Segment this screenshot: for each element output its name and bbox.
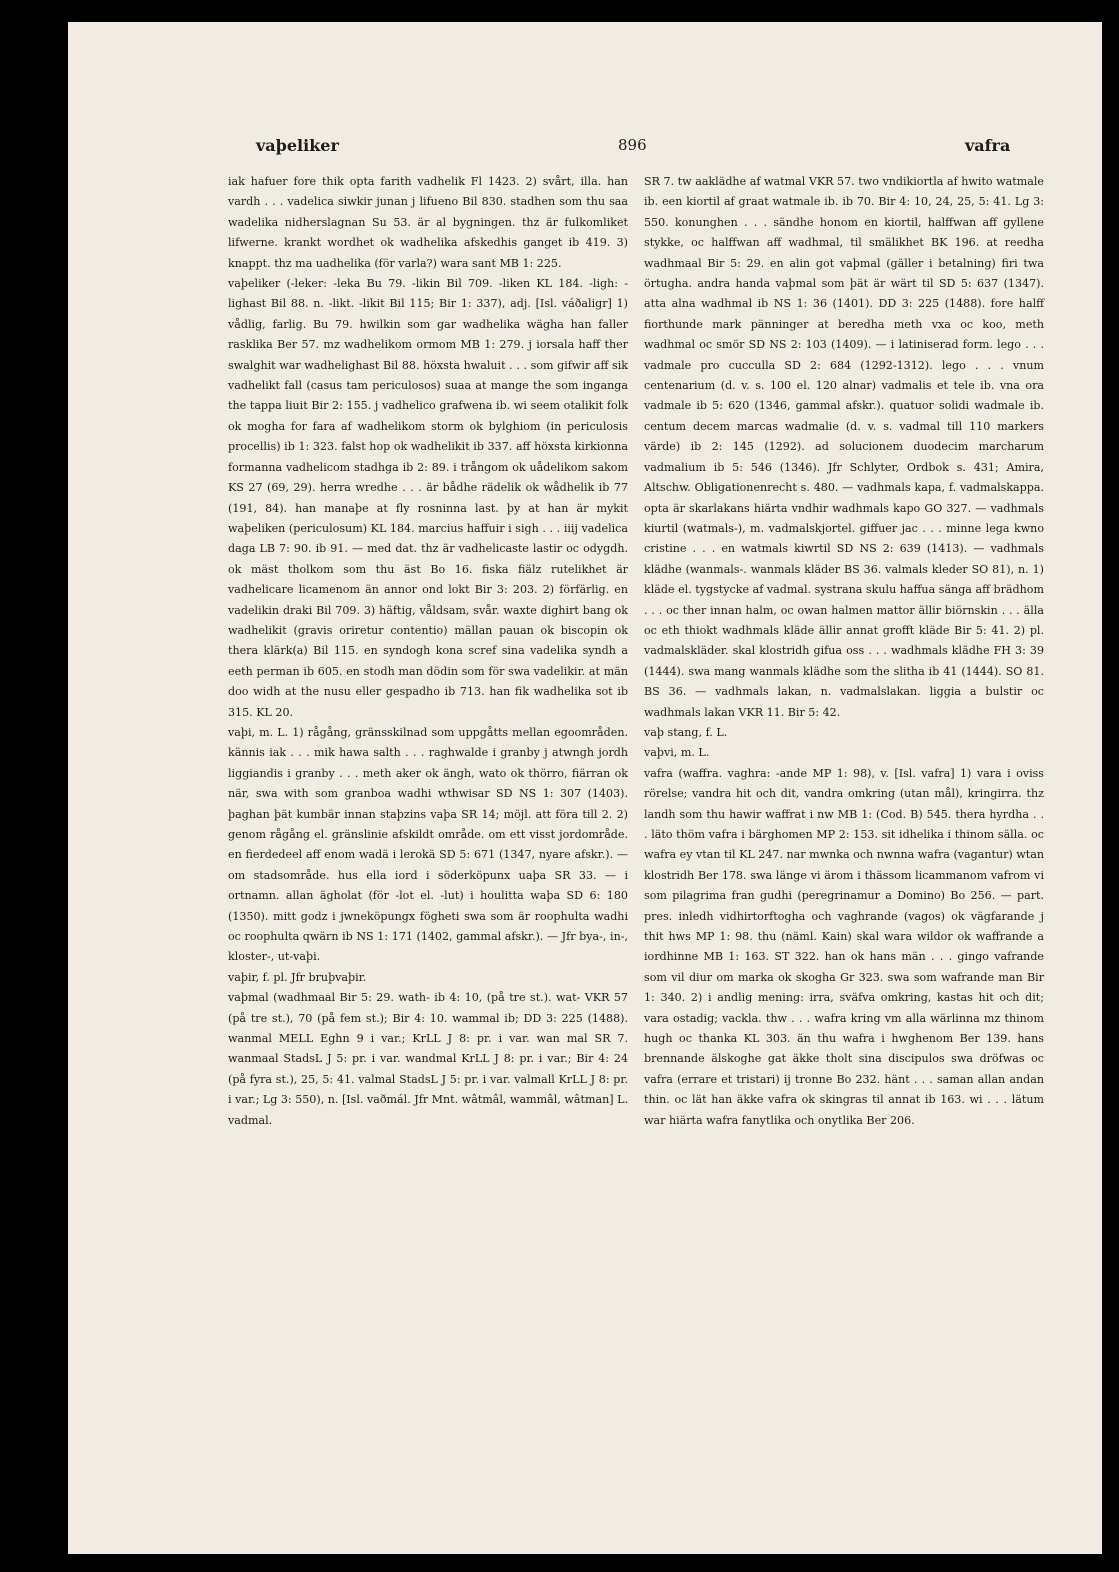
entry-vap-stang: vaþ stang, f. L. <box>644 725 728 739</box>
entry-vapi: vaþi, m. L. 1) rågång, gränsskilnad som uppgåtts mellan egoområden. kännis iak . . . mik hawa salth . . . raghwalde i granby j atwngh jordh liggiandis i granby . . . meth aker ok ängh, wato ok thörro, fiärran ok när, swa with som granboa wadhi wthwisar SD NS 1: 307 (1403). þaghan þät kumbär innan staþzins vaþa SR 14; möjl. att föra till 2. 2) genom rågång el. gränslinie afskildt område. om ett visst jordområde. en fierdedeel aff enom wadä i lerokä SD 5: 671 (1347, nyare afskr.). — om stadsområde. hus ella iord i söderköpunx uaþa SR 33. — i ortnamn. allan ägholat (för -lot el. -lut) i houlitta waþa SD 6: 180 (1350). mitt godz i jwneköpungx fögheti swa som är roophulta wadhi oc roophulta qwärn ib NS 1: 171 (1402, gammal afskr.). — Jfr bya-, in-, kloster-, ut-vaþi. <box>228 725 628 964</box>
page-header <box>68 136 1102 160</box>
entry-continuation: iak hafuer fore thik opta farith vadhelik Fl 1423. 2) svårt, illa. han vardh . . . vadelica siwkir junan j lifueno Bil 830. stadhen som thu saa wadelika nidherslagnan Su 53. är al bygningen. thz är fulkomliket lifwerne. krankt wordhet ok wadhelika afskedhis ganget ib 419. 3) knappt. thz ma uadhelika (för varla?) wara sant MB 1: 225. <box>228 175 628 270</box>
entry-vapmal-continued: SR 7. tw aaklädhe af watmal VKR 57. two vndikiortla af hwito watmale ib. een kiortil af graat watmale ib. ib 70. Bir 4: 10, 24, 25, 5: 41. Lg 3: 550. konunghen . . . sändhe honom en kiortil, halffwan aff gyllene stykke, oc halffwan aff wadhmal, til smälikhet BK 196. at reedha wadhmaal Bir 5: 29. en alin got vaþmal (gäller i betalning) firi twa örtugha. andra handa vaþmal som þät är wärt til SD 5: 637 (1347). atta alna wadhmal ib NS 1: 36 (1401). DD 3: 225 (1488). fore halff fiorthunde mark pänninger at beredha meth vxa oc koo, meth wadhmal oc smör SD NS 2: 103 (1409). — i latiniserad form. lego . . . vadmale pro cucculla SD 2: 684 (1292-1312). lego . . . vnum centenarium (d. v. s. 100 el. 120 alnar) vadmalis et tele ib. vna ora vadmale ib 5: 620 (1346, gammal afskr.). quatuor solidi wadmale ib. centum decem marcas wadmalie (d. v. s. vadmal till 110 markers värde) ib 2: 145 (1292). ad solucionem duodecim marcharum vadmalium ib 5: 546 (1346). Jfr Schlyter, Ordbok s. 431; Amira, Altschw. Obligationenrecht s. 480. — vadhmals kapa, f. vadmalskappa. opta är skarlakans hiärta vndhir wadhmals kapo GO 327. — vadhmals kiurtil (watmals-), m. vadmalskjortel. giffuer jac . . . minne lega kwno cristine . . . en watmals kiwrtil SD NS 2: 639 (1413). — vadhmals klädhe (wanmals-. wanmals kläder BS 36. valmals kleder SO 81), n. 1) kläde el. tygstycke af vadmal. systrana skulu haffua sänga aff brädhom . . . oc ther innan halm, oc owan halmen mattor ällir biörnskin . . . älla oc eth thiokt wadhmals kläde ällir annat grofft kläde Bir 5: 41. 2) pl. vadmalskläder. skal klostridh gifua oss . . . wadhmals klädhe FH 3: 39 (1444). swa mang wanmals klädhe som the slitha ib 41 (1444). SO 81. BS 36. — vadhmals lakan, n. vadmalslakan. liggia a bulstir oc wadhmals lakan VKR 11. Bir 5: 42. <box>644 175 1044 719</box>
header-left-headword: vaþeliker <box>256 136 339 155</box>
right-column <box>644 172 1044 1131</box>
dictionary-page <box>68 22 1102 1554</box>
entry-vafra: vafra (waffra. vaghra: -ande MP 1: 98), v. [Isl. vafra] 1) vara i oviss rörelse; vandra hit och dit, vandra omkring (utan mål), kringirra. thz landh som thu hawir waffrat i nw MB 1: (Cod. B) 545. thera hyrdha . . . läto thöm vafra i bärghomen MP 2: 153. sit idhelika i thinom sälla. oc wafra ey vtan til KL 247. nar mwnka och nwnna wafra (vagantur) wtan klostridh Ber 178. swa länge vi ärom i thässom licammanom vafrom vi som pilagrima fran gudhi (peregrinamur a Domino) Bo 256. — part. pres. inledh vidhirtorftogha och vaghrande (vagos) ok vägfarande j thit hws MP 1: 98. thu (näml. Kain) skal wara wildor ok waffrande a iordhinne MB 1: 163. ST 322. han ok hans män . . . gingo vafrande som vil diur om marka ok skogha Gr 323. swa som wafrande man Bir 1: 340. 2) i andlig mening: irra, sväfva omkring, kastas hit och dit; vara ostadig; vackla. thw . . . wafra kring vm alla wärlinna mz thinom hugh oc thanka KL 303. än thu wafra i hwghenom Ber 139. hans brennande älskoghe gat äkke tholt sina discipulos swa dröfwas oc vafra (errare et tristari) ij tronne Bo 232. hänt . . . saman allan andan thin. oc lät han äkke vafra ok skingras til annat ib 163. wi . . . lätum war hiärta wafra fanytlika och onytlika Ber 206. <box>644 766 1044 1127</box>
left-column <box>228 172 628 1131</box>
entry-vapeliker: vaþeliker (-leker: -leka Bu 79. -likin Bil 709. -liken KL 184. -ligh: -lighast Bil 88. n. -likt. -likit Bil 115; Bir 1: 337), adj. [Isl. váðaligr] 1) vådlig, farlig. Bu 79. hwilkin som gar wadhelika wägha han faller rasklika Ber 57. mz wadhelikom ormom MB 1: 279. j iorsala haff ther swalghit war wadhelighast Bil 88. höxsta hwaluit . . . som gifwir aff sik vadhelikt fall (casus tam periculosos) suaa at mange the som inganga the tappa liuit Bir 2: 155. j vadhelico grafwena ib. wi seem otalikit folk ok mogha for fara af wadhelikom storm ok bylghiom (in periculosis procellis) ib 1: 323. falst hop ok wadhelikit ib 337. aff höxsta kirkionna formanna vadhelicom stadhga ib 2: 89. i trångom ok uådelikom sakom KS 27 (69, 29). herra wredhe . . . är bådhe rädelik ok wådhelik ib 77 (191, 84). han manaþe at fly rosninna last. þy at han är mykit waþeliken (periculosum) KL 184. marcius haffuir i sigh . . . iiij vadelica daga LB 7: 90. ib 91. — med dat. thz är vadhelicaste lastir oc odygdh. ok mäst tholkom som thu äst Bo 16. fiska fiälz rutelikhet är vadhelicare licamenom än annor ond lokt Bir 3: 203. 2) förfärlig. en vadelikin draki Bil 709. 3) häftig, våldsam, svår. waxte dighirt bang ok wadhelikit (gravis oriretur contentio) mällan pauan ok biscopin ok thera klärk(a) Bil 115. en syndogh kona scref sina vadelika syndh a eeth perman ib 605. en stodh man dödin som för swa vadelikir. at män doo widh at the nusu eller gespadho ib 713. han fik wadhelika sot ib 315. KL 20. <box>228 277 628 719</box>
entry-vapir: vaþir, f. pl. Jfr bruþvaþir. <box>228 970 367 984</box>
entry-vapvi: vaþvi, m. L. <box>644 746 710 760</box>
header-right-headword: vafra <box>965 136 1011 155</box>
entry-vapmal: vaþmal (wadhmaal Bir 5: 29. wath- ib 4: 10, (på tre st.). wat- VKR 57 (på tre st.), 70 (på fem st.); Bir 4: 10. wammal ib; DD 3: 225 (1488). wanmal MELL Eghn 9 i var.; KrLL J 8: pr. i var. wan mal SR 7. wanmaal StadsL J 5: pr. i var. wandmal KrLL J 8: pr. i var.; Bir 4: 24 (på fyra st.), 25, 5: 41. valmal StadsL J 5: pr. i var. valmall KrLL J 8: pr. i var.; Lg 3: 550), n. [Isl. vaðmál. Jfr Mnt. wâtmâl, wammâl, wâtman] L. vadmal. <box>228 991 628 1127</box>
page-number: 896 <box>618 136 647 154</box>
